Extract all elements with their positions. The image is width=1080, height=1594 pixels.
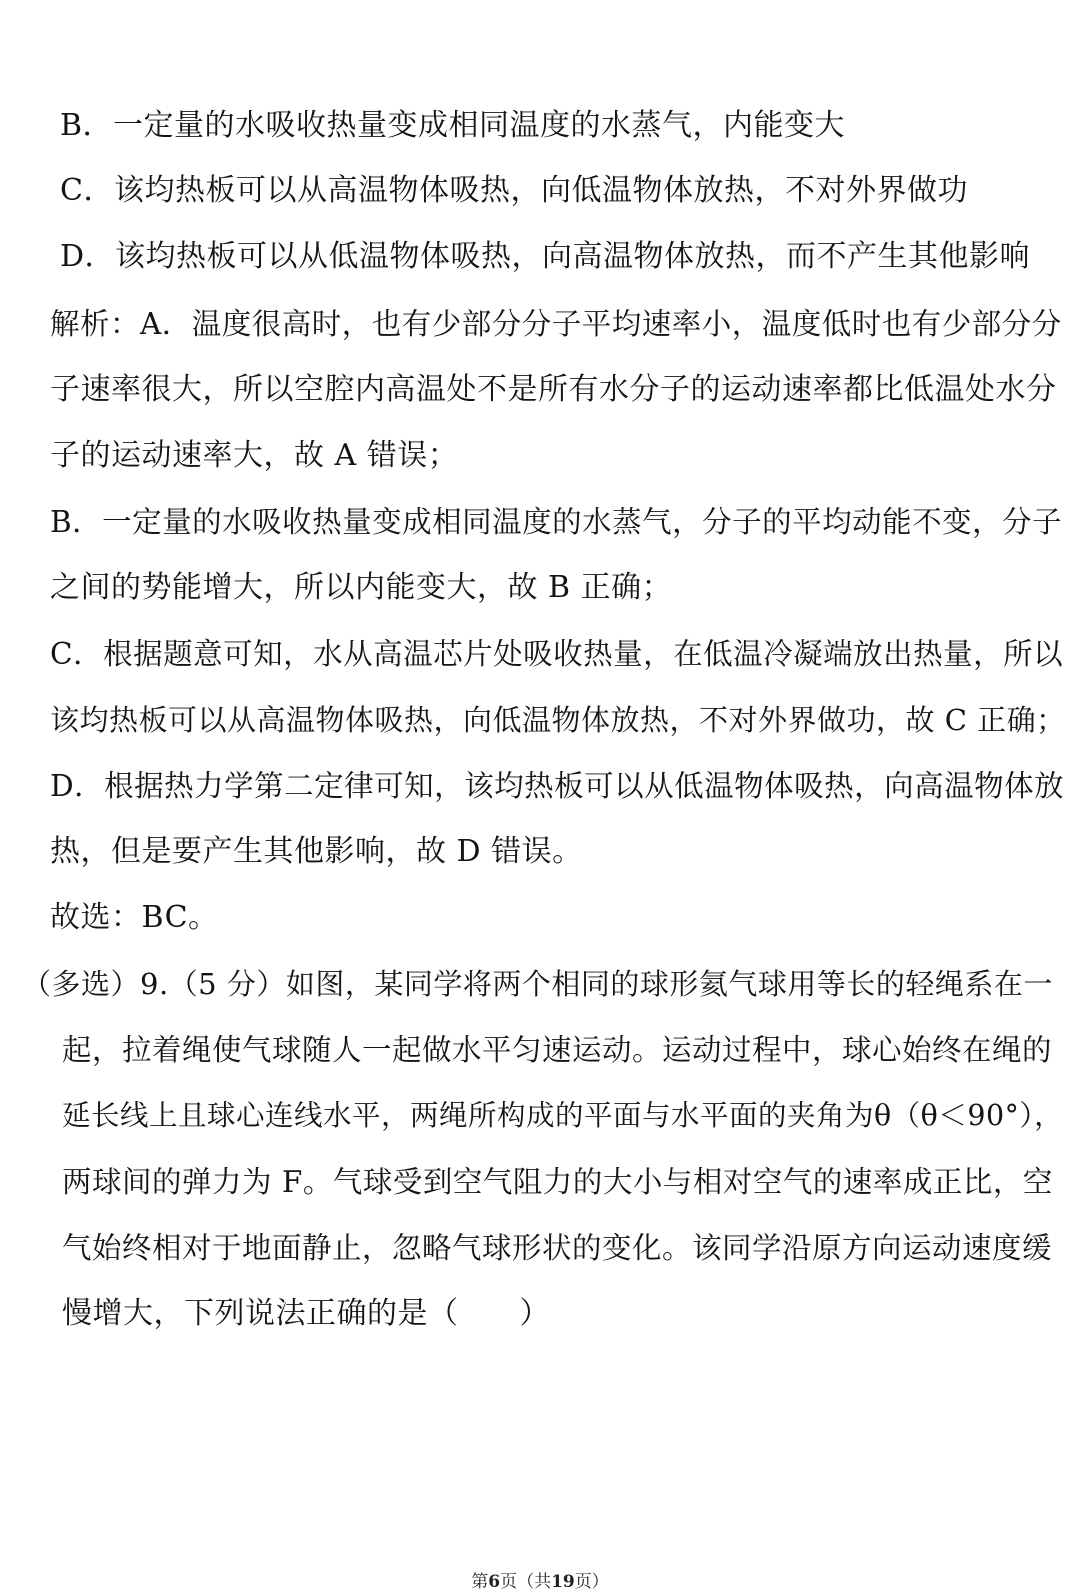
footer-middle: 页（共 (500, 1572, 552, 1592)
question-line: 延长线上且球心连线水平，两绳所构成的平面与水平面的夹角为θ（θ＜90°）， (62, 1099, 1064, 1132)
option-b: B．一定量的水吸收热量变成相同温度的水蒸气，内能变大 (60, 108, 846, 143)
page-footer (0, 1572, 1080, 1592)
question-line: 两球间的弹力为 F。气球受到空气阻力的大小与相对空气的速率成正比，空 (62, 1165, 1053, 1199)
analysis-line: 之间的势能增大，所以内能变大，故 B 正确； (50, 570, 673, 605)
footer-page-number: 6 (488, 1572, 501, 1592)
question-line: （多选）9.（5 分）如图，某同学将两个相同的球形氦气球用等长的轻绳系在一 (22, 967, 1053, 1001)
analysis-line: 热，但是要产生其他影响，故 D 错误。 (50, 834, 583, 869)
analysis-line: 子速率很大，所以空腔内高温处不是所有水分子的运动速率都比低温处水分 (50, 372, 1057, 407)
analysis-line: 解析：A．温度很高时，也有少部分分子平均速率小，温度低时也有少部分分 (50, 307, 1062, 341)
analysis-line: 子的运动速率大，故 A 错误； (50, 438, 459, 473)
footer-prefix: 第 (471, 1572, 489, 1592)
analysis-line: D．根据热力学第二定律可知，该均热板可以从低温物体吸热，向高温物体放 (50, 769, 1065, 803)
question-line: 慢增大，下列说法正确的是（ ） (62, 1296, 550, 1331)
analysis-line: C．根据题意可知，水从高温芯片处吸收热量，在低温冷凝端放出热量，所以 (50, 637, 1064, 671)
option-d: D．该均热板可以从低温物体吸热，向高温物体放热，而不产生其他影响 (60, 239, 1031, 274)
question-line: 气始终相对于地面静止，忽略气球形状的变化。该同学沿原方向运动速度缓 (62, 1231, 1053, 1265)
analysis-line: 该均热板可以从高温物体吸热，向低温物体放热，不对外界做功，故 C 正确； (50, 703, 1066, 737)
footer-suffix: 页） (574, 1572, 609, 1592)
option-c: C．该均热板可以从高温物体吸热，向低温物体放热，不对外界做功 (60, 173, 968, 208)
analysis-line: B．一定量的水吸收热量变成相同温度的水蒸气，分子的平均动能不变，分子 (50, 505, 1063, 539)
footer-total-pages: 19 (551, 1572, 575, 1592)
question-line: 起，拉着绳使气球随人一起做水平匀速运动。运动过程中，球心始终在绳的 (62, 1033, 1053, 1067)
answer-line: 故选：BC。 (50, 900, 219, 935)
